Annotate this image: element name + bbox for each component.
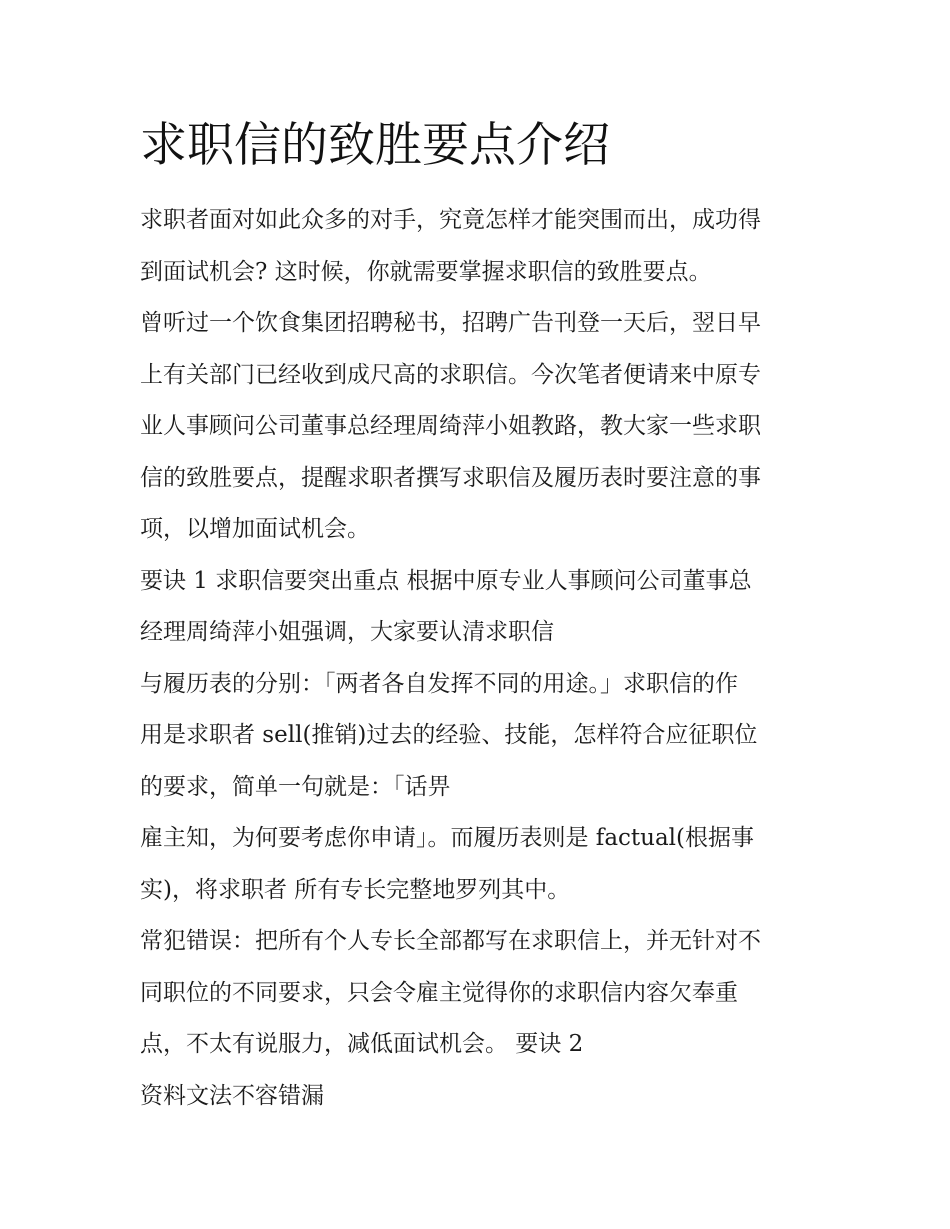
document-body [140,195,820,1122]
text-line: 的要求，简单一句就是：「话畀 [140,773,451,800]
text-line: 业人事顾问公司董事总经理周绮萍小姐教路，教大家一些求职 [140,413,761,439]
text-line: 雇主知，为何要考虑你申请」。而履历表则是 factual(根据事 [140,825,755,851]
text-line: 上有关部门已经收到成尺高的求职信。今次笔者便请来中原专 [140,361,761,388]
paragraph-tip-1 [140,556,820,659]
text-line: 与履历表的分别：「两者各自发挥不同的用途。」求职信的作 [140,670,738,697]
paragraph-tip-2 [140,1071,820,1123]
text-line: 资料文法不容错漏 [140,1082,324,1109]
text-line: 同职位的不同要求，只会令雇主觉得你的求职信内容欠奉重 [140,979,738,1006]
text-line: 要诀 1 求职信要突出重点 根据中原专业人事顾问公司董事总 [140,567,752,594]
text-line: 实)，将求职者 所有专长完整地罗列其中。 [140,876,571,903]
text-line: 用是求职者 sell(推销)过去的经验、技能，怎样符合应征职位 [140,722,758,748]
text-line: 经理周绮萍小姐强调，大家要认清求职信 [140,619,554,645]
paragraph-background [140,298,820,556]
paragraph-employer [140,813,820,916]
text-line: 点，不太有说服力，减低面试机会。 要诀 2 [140,1031,584,1057]
text-line: 求职者面对如此众多的对手，究竟怎样才能突围而出，成功得 [140,207,761,233]
text-line: 常犯错误：把所有个人专长全部都写在求职信上，并无针对不 [140,928,761,954]
text-line: 曾听过一个饮食集团招聘秘书，招聘广告刊登一天后，翌日早 [140,310,761,336]
text-line: 项，以增加面试机会。 [140,516,370,542]
paragraph-intro [140,195,820,298]
paragraph-common-mistake [140,916,820,1071]
document-title: 求职信的致胜要点介绍 [140,118,610,173]
text-line: 信的致胜要点，提醒求职者撰写求职信及履历表时要注意的事 [140,464,761,491]
paragraph-difference [140,659,820,814]
text-line: 到面试机会? 这时候，你就需要掌握求职信的致胜要点。 [140,258,712,285]
